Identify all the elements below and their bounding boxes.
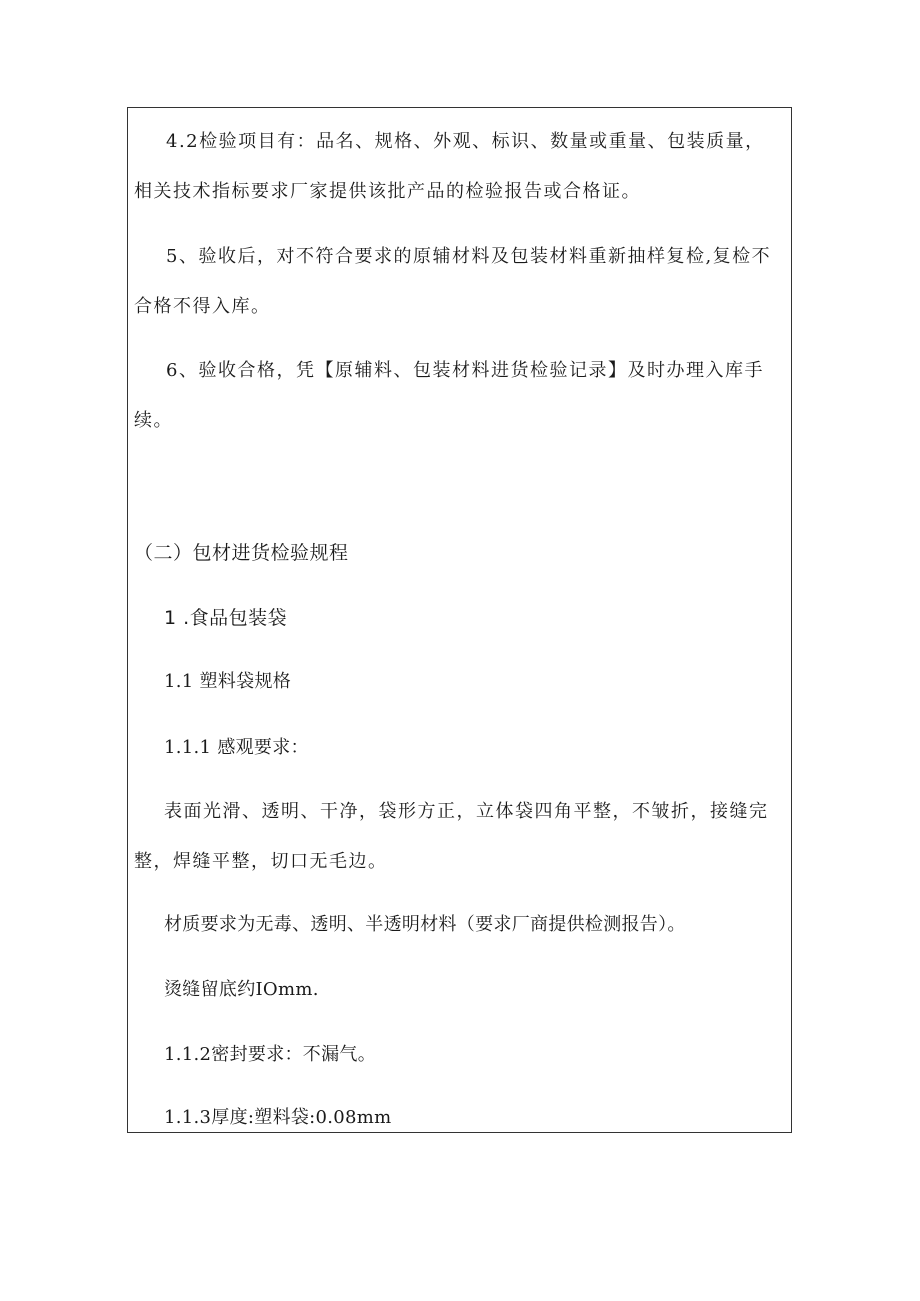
- section-heading: （二）包材进货检验规程: [134, 542, 349, 564]
- paragraph-line: 4.2检验项目有：品名、规格、外观、标识、数量或重量、包装质量，: [166, 131, 765, 152]
- paragraph-line: 整，焊缝平整，切口无毛边。: [134, 851, 388, 872]
- paragraph-line: 材质要求为无毒、透明、半透明材料（要求厂商提供检测报告）。: [164, 914, 686, 935]
- subsection-heading: 1 .食品包装袋: [164, 607, 288, 629]
- paragraph-line: 相关技术指标要求厂家提供该批产品的检验报告或合格证。: [134, 181, 641, 202]
- paragraph-line: 合格不得入库。: [134, 296, 271, 317]
- item-heading: 1.1 塑料袋规格: [164, 671, 292, 692]
- item-heading: 1.1.1 感观要求：: [164, 737, 309, 758]
- paragraph-line: 表面光滑、透明、干净，袋形方正，立体袋四角平整，不皱折，接缝完: [164, 801, 769, 822]
- paragraph-line: 烫缝留底约IOmm.: [164, 979, 319, 1000]
- paragraph-line: 1.1.2密封要求：不漏气。: [164, 1044, 376, 1065]
- paragraph-line: 续。: [134, 410, 173, 431]
- paragraph-line: 1.1.3厚度:塑料袋:0.08mm: [164, 1107, 392, 1128]
- paragraph-line: 6、验收合格，凭【原辅料、包装材料进货检验记录】及时办理入库手: [166, 360, 764, 381]
- paragraph-line: 5、验收后，对不符合要求的原辅材料及包装材料重新抽样复检,复检不: [166, 246, 772, 267]
